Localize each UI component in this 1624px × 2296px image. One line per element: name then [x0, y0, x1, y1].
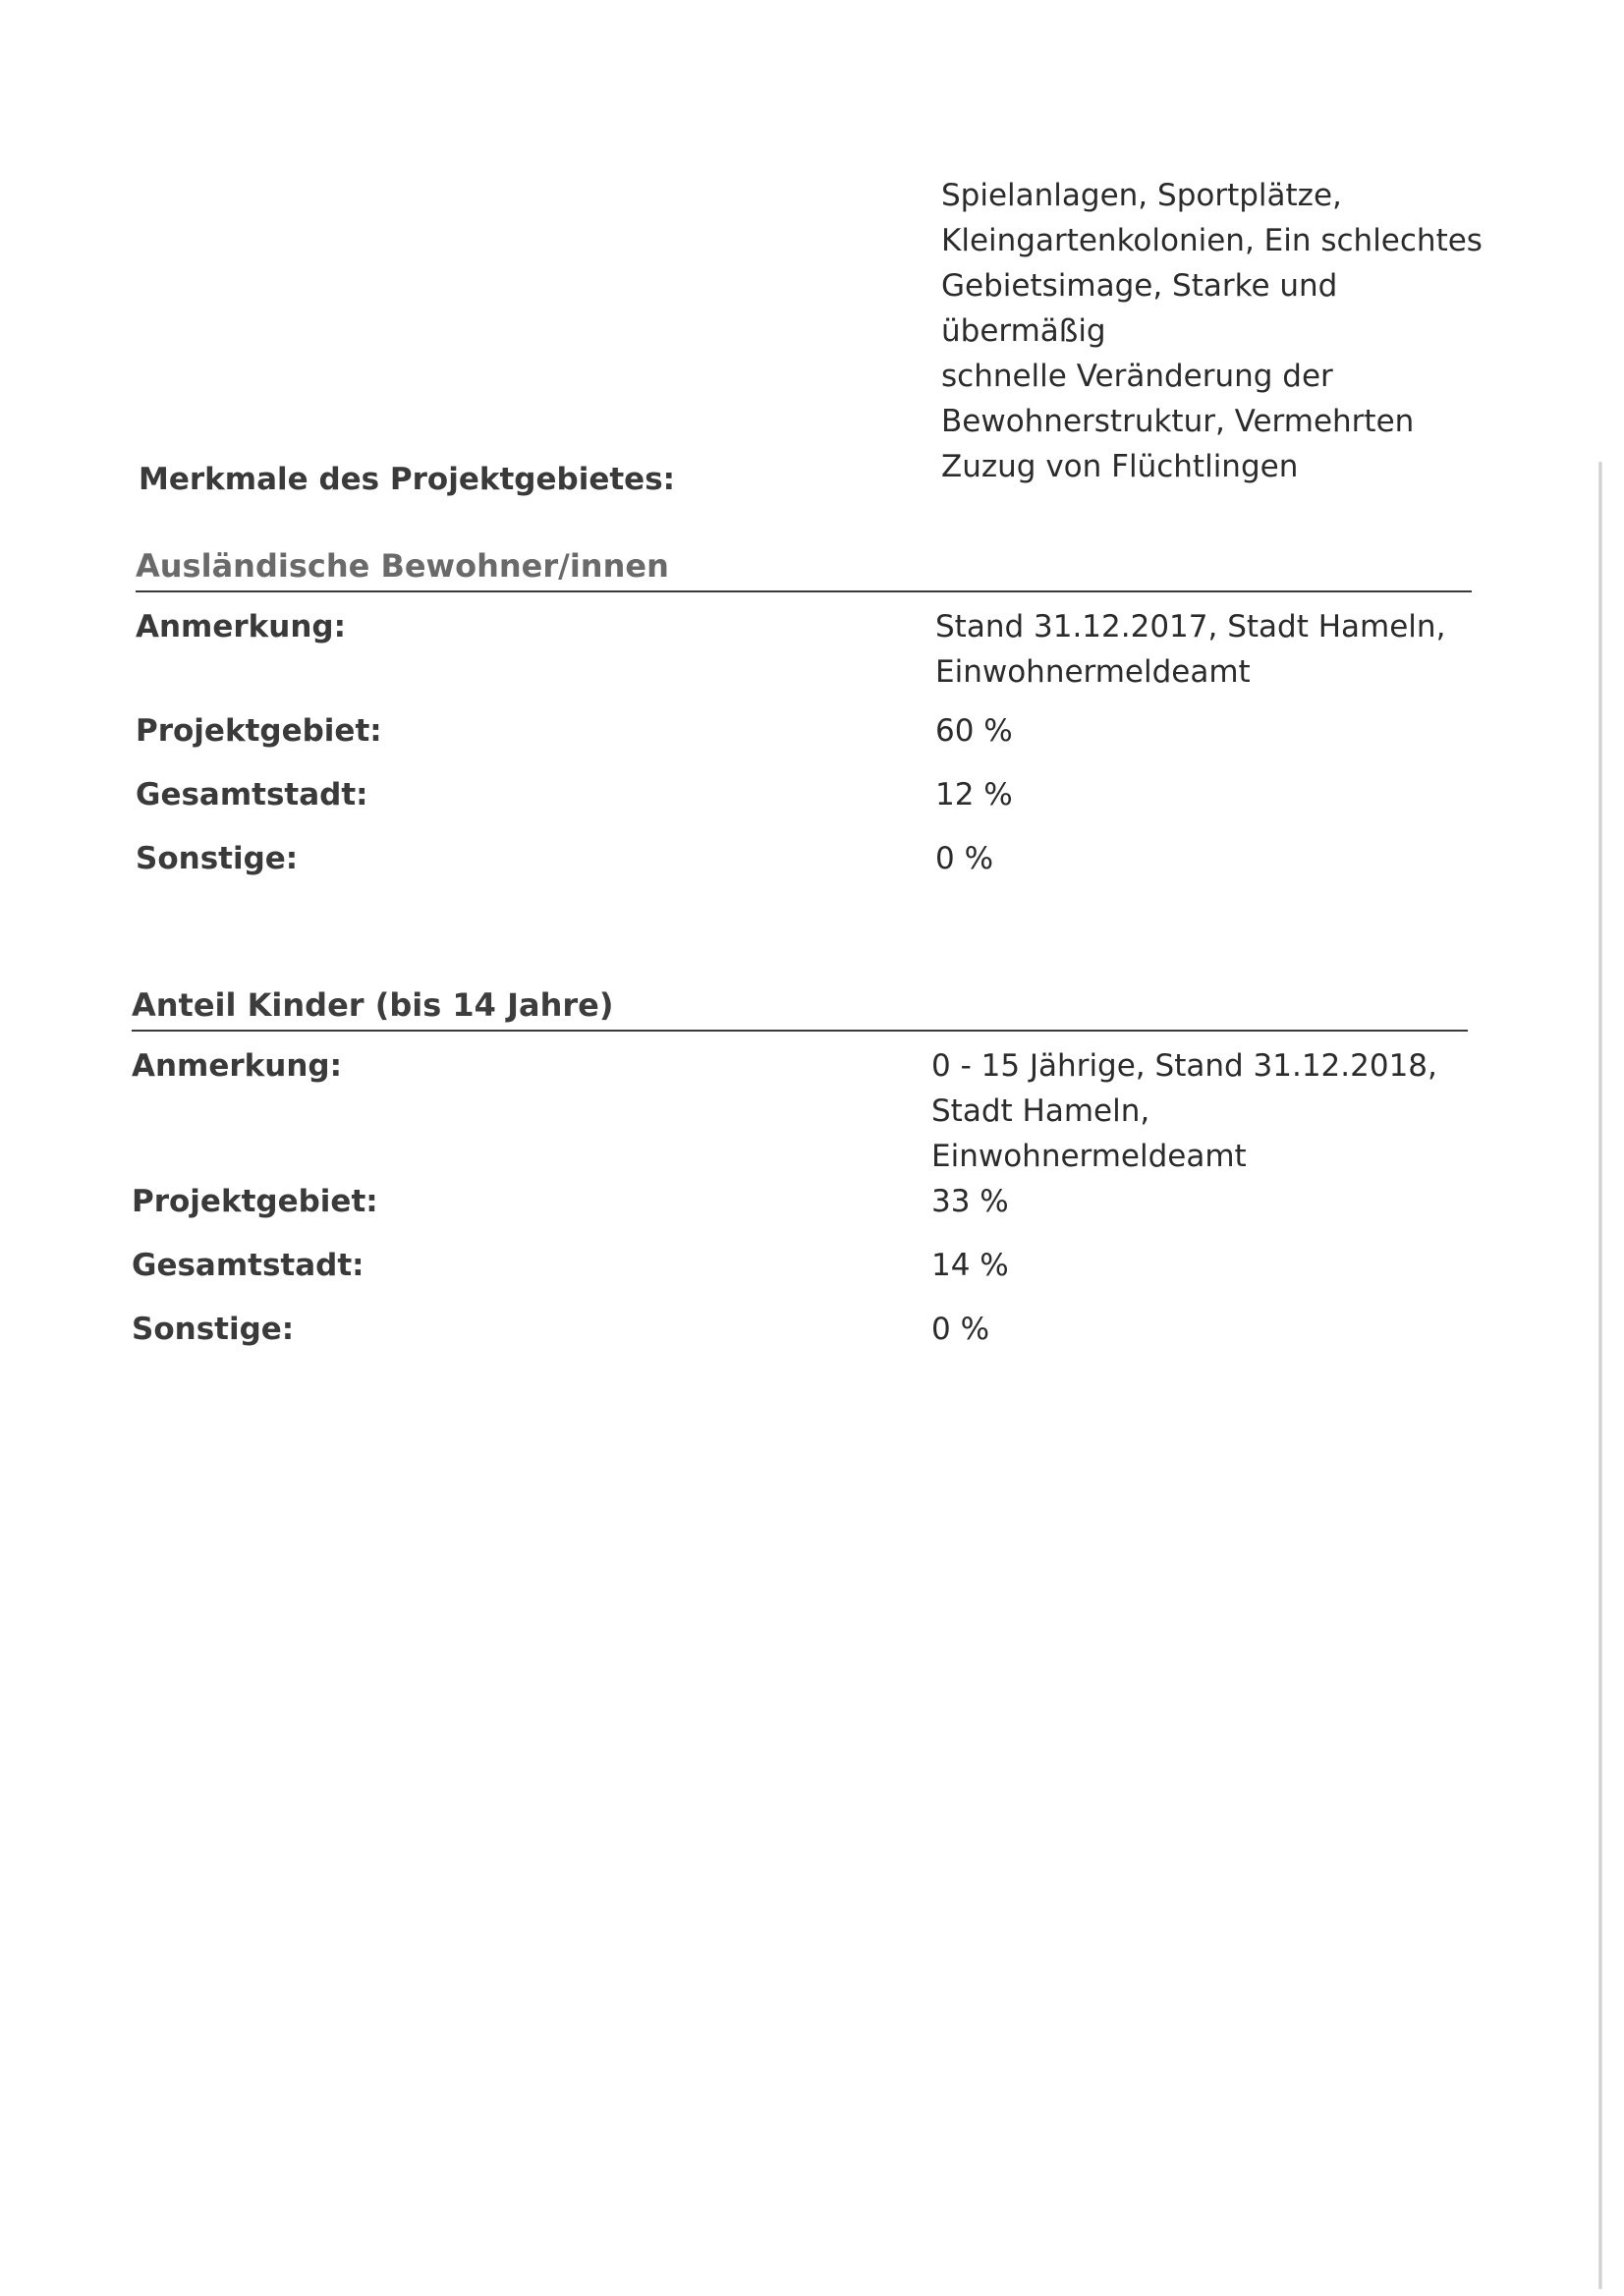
- row-value: 60 %: [935, 713, 1013, 749]
- row-project-area: [132, 1179, 1468, 1243]
- features-heading: Merkmale des Projektgebietes:: [139, 462, 676, 497]
- note-line: Stadt Hameln, Einwohnermeldeamt: [931, 1093, 1247, 1174]
- section-divider: [132, 1030, 1468, 1032]
- note-line: Stand 31.12.2017, Stadt Hameln,: [935, 609, 1446, 644]
- row-label: Projektgebiet:: [136, 713, 382, 749]
- intro-line: Spielanlagen, Sportplätze,: [941, 178, 1342, 213]
- row-project-area: [136, 708, 1472, 772]
- row-label: Sonstige:: [136, 841, 299, 876]
- row-label: Gesamtstadt:: [136, 777, 368, 812]
- row-value: 12 %: [935, 777, 1013, 812]
- row-whole-city: [136, 772, 1472, 836]
- row-value: 14 %: [931, 1248, 1009, 1283]
- row-value: [931, 1043, 1462, 1179]
- row-note: [132, 1043, 1468, 1179]
- intro-line: Zuzug von Flüchtlingen: [941, 449, 1299, 484]
- row-label: Sonstige:: [132, 1312, 295, 1347]
- row-other: [136, 836, 1472, 900]
- scan-edge-shadow: [1598, 462, 1602, 2289]
- section-divider: [136, 590, 1472, 592]
- row-note: [136, 604, 1472, 708]
- intro-line: schnelle Veränderung der: [941, 359, 1333, 394]
- row-label: Anmerkung:: [132, 1048, 343, 1084]
- row-label: Projektgebiet:: [132, 1184, 378, 1219]
- note-line: Einwohnermeldeamt: [935, 654, 1251, 690]
- row-value: 0 %: [935, 841, 994, 876]
- row-value: 0 %: [931, 1312, 990, 1347]
- intro-line: Bewohnerstruktur, Vermehrten: [941, 404, 1415, 439]
- intro-line: Kleingartenkolonien, Ein schlechtes: [941, 223, 1483, 258]
- row-other: [132, 1307, 1468, 1371]
- row-label: Gesamtstadt:: [132, 1248, 364, 1283]
- section-title: Ausländische Bewohner/innen: [136, 547, 669, 585]
- intro-line: Gebietsimage, Starke und übermäßig: [941, 268, 1338, 349]
- row-label: Anmerkung:: [136, 609, 347, 644]
- intro-text-block: [941, 173, 1491, 489]
- row-whole-city: [132, 1243, 1468, 1307]
- section-children-share: [132, 982, 1468, 1371]
- row-value: [935, 604, 1466, 708]
- note-line: 0 - 15 Jährige, Stand 31.12.2018,: [931, 1048, 1437, 1084]
- row-value: 33 %: [931, 1184, 1009, 1219]
- section-foreign-residents: [136, 543, 1472, 900]
- section-title: Anteil Kinder (bis 14 Jahre): [132, 986, 614, 1024]
